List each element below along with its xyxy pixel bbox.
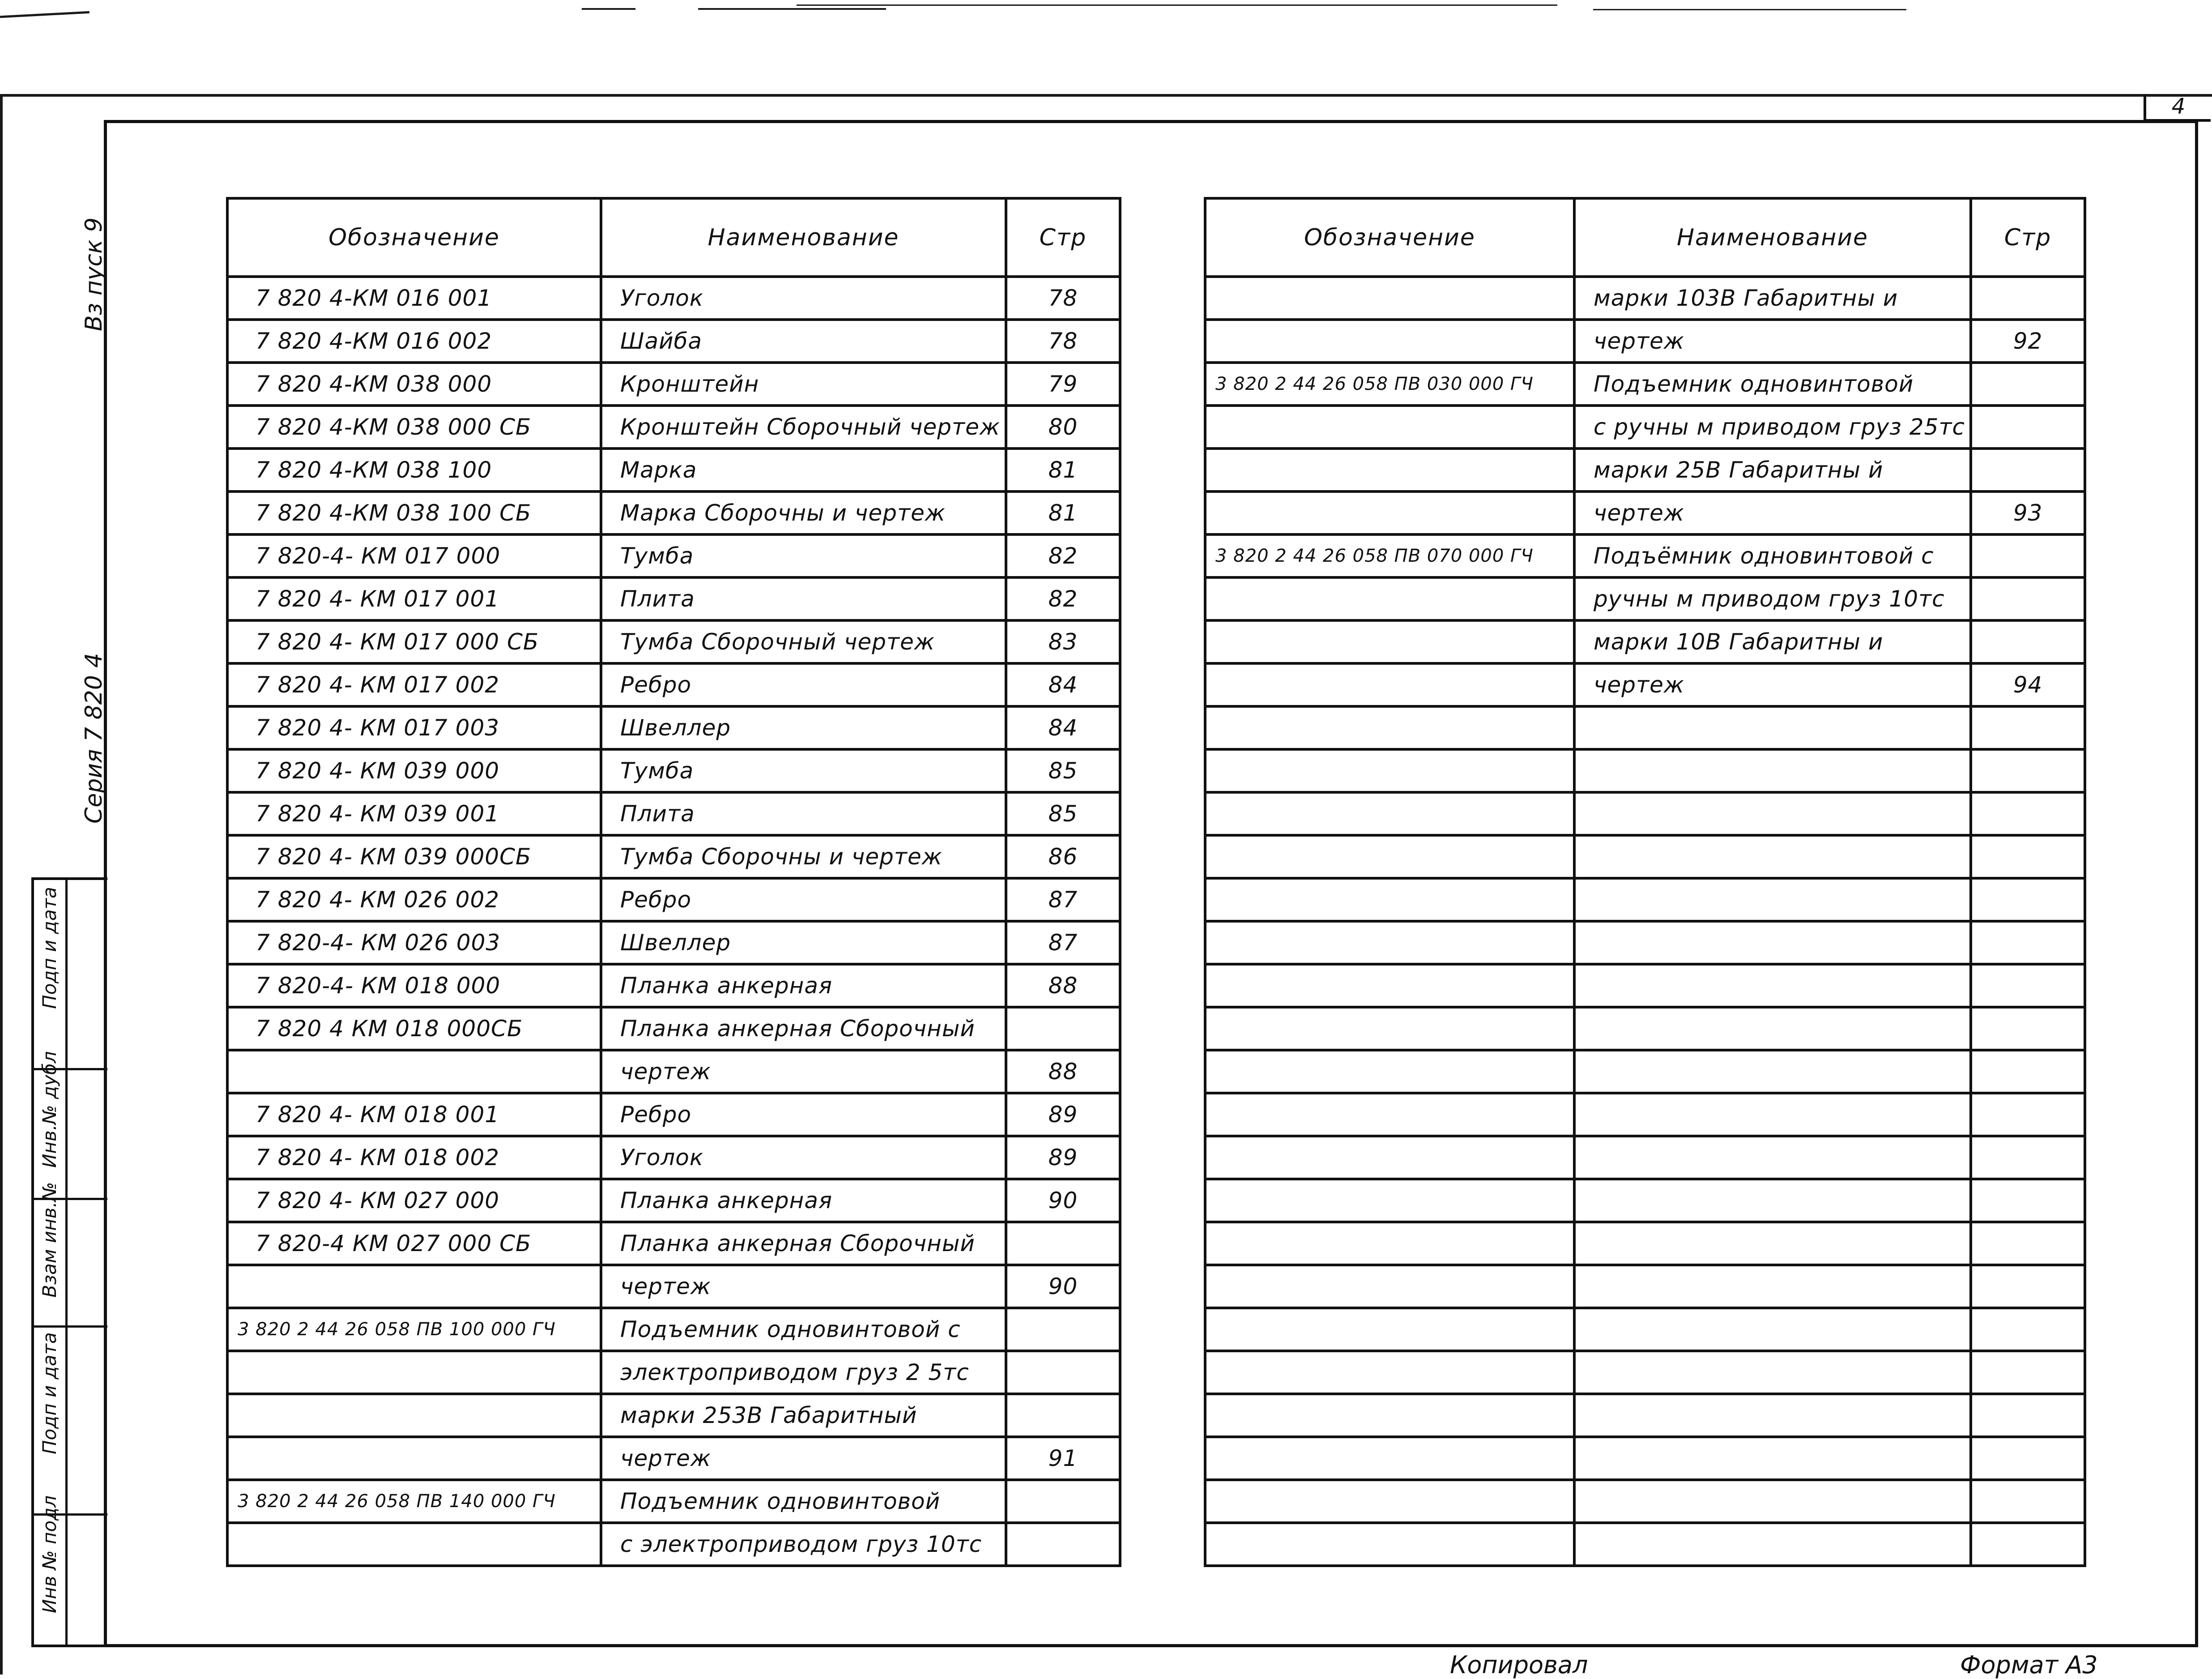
scan-line (797, 4, 1557, 6)
cell-page (1971, 449, 2085, 491)
outer-left-rule (0, 94, 3, 1675)
table-row (1205, 663, 2085, 706)
cell-code: 7 820-4- КМ 026 003 (227, 921, 601, 964)
stamp-label: Подп и дата (38, 1332, 60, 1454)
table-row (1205, 1394, 2085, 1437)
cell-page: 80 (1006, 406, 1120, 449)
cell-page: 86 (1006, 835, 1120, 878)
table-row (227, 620, 1120, 663)
table-header-row (227, 198, 1120, 277)
cell-page: 82 (1006, 534, 1120, 577)
cell-code: 7 820 4-КМ 038 100 (227, 449, 601, 491)
table-row (227, 663, 1120, 706)
cell-page (1971, 620, 2085, 663)
right-table-body (1205, 277, 2085, 1566)
cell-code (227, 1050, 601, 1093)
cell-name (1574, 1179, 1971, 1222)
cell-name: Тумба (601, 534, 1006, 577)
table-row (1205, 277, 2085, 320)
table-row (1205, 1222, 2085, 1265)
table-row (1205, 491, 2085, 534)
cell-name: Уголок (601, 277, 1006, 320)
table-row (1205, 1308, 2085, 1351)
cell-code: 7 820 4- КМ 017 001 (227, 577, 601, 620)
cell-name: Планка анкерная Сборочный (601, 1222, 1006, 1265)
header-code: Обозначение (227, 198, 601, 277)
table-row (227, 1265, 1120, 1308)
stamp-label: Взам инв.№ (38, 1182, 60, 1298)
table-row (1205, 577, 2085, 620)
table-row (1205, 1007, 2085, 1050)
cell-page: 91 (1006, 1437, 1120, 1480)
cell-code: 7 820 4- КМ 026 002 (227, 878, 601, 921)
cell-name: Ребро (601, 1093, 1006, 1136)
header-code: Обозначение (1205, 198, 1574, 277)
cell-code (1205, 835, 1574, 878)
cell-name (1574, 835, 1971, 878)
table-row (1205, 1050, 2085, 1093)
table-row (1205, 363, 2085, 406)
cell-code (227, 1351, 601, 1394)
cell-name (1574, 878, 1971, 921)
cell-page (1971, 363, 2085, 406)
cell-code (1205, 1050, 1574, 1093)
table-row (1205, 792, 2085, 835)
table-row (227, 577, 1120, 620)
cell-page: 87 (1006, 878, 1120, 921)
cell-name: чертеж (1574, 491, 1971, 534)
table-row (1205, 1437, 2085, 1480)
table-row (227, 1093, 1120, 1136)
cell-page: 89 (1006, 1093, 1120, 1136)
cell-code: 7 820-4 КМ 027 000 СБ (227, 1222, 601, 1265)
table-row (227, 1136, 1120, 1179)
table-row (227, 1480, 1120, 1523)
cell-name (1574, 1437, 1971, 1480)
cell-name (1574, 1222, 1971, 1265)
table-row (227, 491, 1120, 534)
cell-name: Шайба (601, 320, 1006, 363)
cell-page (1971, 534, 2085, 577)
cell-name: Марка Сборочны и чертеж (601, 491, 1006, 534)
cell-page: 84 (1006, 706, 1120, 749)
cell-page: 94 (1971, 663, 2085, 706)
cell-code (1205, 320, 1574, 363)
stamp-cell (34, 1051, 107, 1200)
table-row (1205, 1265, 2085, 1308)
cell-name (1574, 1308, 1971, 1351)
cell-page (1006, 1222, 1120, 1265)
cell-code (227, 1394, 601, 1437)
table-row (1205, 921, 2085, 964)
cell-page: 88 (1006, 964, 1120, 1007)
cell-page (1971, 1222, 2085, 1265)
cell-name: Марка (601, 449, 1006, 491)
cell-name (1574, 749, 1971, 792)
cell-page (1971, 1179, 2085, 1222)
cell-page: 92 (1971, 320, 2085, 363)
cell-code (1205, 964, 1574, 1007)
cell-name: Подъемник одновинтовой (601, 1480, 1006, 1523)
cell-name: Планка анкерная (601, 964, 1006, 1007)
table-row (227, 277, 1120, 320)
cell-name (1574, 1093, 1971, 1136)
table-row (227, 1437, 1120, 1480)
cell-name (1574, 1265, 1971, 1308)
table-row (227, 878, 1120, 921)
stamp-cell (34, 880, 107, 1070)
cell-page (1006, 1523, 1120, 1566)
cell-page (1971, 577, 2085, 620)
cell-page (1971, 792, 2085, 835)
cell-page: 82 (1006, 577, 1120, 620)
cell-page (1971, 749, 2085, 792)
scan-line (582, 8, 635, 10)
cell-page (1971, 1437, 2085, 1480)
cell-code: 3 820 2 44 26 058 ПВ 070 000 ГЧ (1205, 534, 1574, 577)
cell-page (1971, 1351, 2085, 1394)
cell-name (1574, 792, 1971, 835)
cell-name (1574, 1007, 1971, 1050)
table-row (1205, 1179, 2085, 1222)
cell-code (227, 1265, 601, 1308)
cell-code (1205, 1523, 1574, 1566)
stamp-cell (34, 1495, 107, 1647)
cell-code: 7 820 4 КМ 018 000СБ (227, 1007, 601, 1050)
table-row (227, 534, 1120, 577)
cell-code: 7 820-4- КМ 017 000 (227, 534, 601, 577)
cell-name (1574, 1480, 1971, 1523)
cell-name: Планка анкерная (601, 1179, 1006, 1222)
cell-page (1971, 1093, 2085, 1136)
table-row (1205, 706, 2085, 749)
cell-page: 90 (1006, 1179, 1120, 1222)
cell-name: чертеж (1574, 320, 1971, 363)
cell-page: 83 (1006, 620, 1120, 663)
cell-code (1205, 792, 1574, 835)
left-spec-table (226, 197, 1121, 1567)
sheet-number: 4 (2144, 94, 2211, 122)
table-row (1205, 749, 2085, 792)
cell-page: 78 (1006, 320, 1120, 363)
table-row (1205, 1093, 2085, 1136)
cell-page (1971, 964, 2085, 1007)
cell-code (1205, 620, 1574, 663)
table-header-row (1205, 198, 2085, 277)
cell-page: 79 (1006, 363, 1120, 406)
table-row (227, 1050, 1120, 1093)
table-row (227, 706, 1120, 749)
table-row (1205, 964, 2085, 1007)
table-row (227, 964, 1120, 1007)
cell-code (1205, 1007, 1574, 1050)
cell-code (1205, 1093, 1574, 1136)
cell-page (1006, 1394, 1120, 1437)
cell-page (1971, 1136, 2085, 1179)
cell-page: 78 (1006, 277, 1120, 320)
side-text-top: Вз пуск 9 (81, 217, 107, 331)
cell-name: марки 253В Габаритный (601, 1394, 1006, 1437)
cell-name: чертеж (601, 1265, 1006, 1308)
table-row (227, 921, 1120, 964)
cell-page (1971, 1394, 2085, 1437)
stamp-label: Инв № подл (38, 1495, 60, 1613)
cell-code (1205, 1222, 1574, 1265)
scan-line (0, 11, 90, 18)
cell-name: марки 103В Габаритны и (1574, 277, 1971, 320)
cell-page (1971, 406, 2085, 449)
cell-code (1205, 663, 1574, 706)
cell-page (1971, 1007, 2085, 1050)
cell-code: 7 820 4-КМ 038 000 СБ (227, 406, 601, 449)
table-row (1205, 1351, 2085, 1394)
table-row (227, 449, 1120, 491)
table-row (227, 749, 1120, 792)
cell-code (1205, 749, 1574, 792)
cell-name: Подъёмник одновинтовой с (1574, 534, 1971, 577)
cell-page (1971, 835, 2085, 878)
cell-code (1205, 1351, 1574, 1394)
cell-name: чертеж (601, 1050, 1006, 1093)
cell-page: 85 (1006, 792, 1120, 835)
stamp-label: Инв.№ дубл (38, 1051, 60, 1168)
cell-page (1971, 1523, 2085, 1566)
cell-page (1971, 921, 2085, 964)
cell-name: Тумба (601, 749, 1006, 792)
cell-code (1205, 1265, 1574, 1308)
table-row (1205, 1136, 2085, 1179)
table-row (1205, 534, 2085, 577)
cell-code: 7 820-4- КМ 018 000 (227, 964, 601, 1007)
cell-code: 7 820 4- КМ 017 000 СБ (227, 620, 601, 663)
cell-code (1205, 406, 1574, 449)
cell-page (1971, 1308, 2085, 1351)
cell-page (1971, 277, 2085, 320)
cell-name: Кронштейн Сборочный чертеж (601, 406, 1006, 449)
cell-name: чертеж (601, 1437, 1006, 1480)
table-row (227, 363, 1120, 406)
cell-name: Тумба Сборочны и чертеж (601, 835, 1006, 878)
table-row (227, 792, 1120, 835)
cell-code: 3 820 2 44 26 058 ПВ 140 000 ГЧ (227, 1480, 601, 1523)
cell-name (1574, 1050, 1971, 1093)
stamp-label: Подп и дата (38, 887, 60, 1009)
cell-code (1205, 1136, 1574, 1179)
table-row (227, 1523, 1120, 1566)
header-page: Стр (1971, 198, 2085, 277)
table-row (227, 320, 1120, 363)
cell-code (227, 1437, 601, 1480)
cell-name: с электроприводом груз 10тс (601, 1523, 1006, 1566)
cell-name (1574, 921, 1971, 964)
stamp-cell (34, 1328, 107, 1516)
cell-code: 3 820 2 44 26 058 ПВ 030 000 ГЧ (1205, 363, 1574, 406)
cell-code (1205, 449, 1574, 491)
stamp-cell (34, 1182, 107, 1328)
table-row (1205, 878, 2085, 921)
header-name: Наименование (1574, 198, 1971, 277)
cell-name: Ребро (601, 663, 1006, 706)
table-row (1205, 835, 2085, 878)
table-row (227, 835, 1120, 878)
cell-name: Плита (601, 577, 1006, 620)
stamp-sidebar (31, 877, 107, 1647)
cell-name (1574, 706, 1971, 749)
cell-name: Кронштейн (601, 363, 1006, 406)
side-text-series: Серия 7 820 4 (81, 653, 107, 824)
table-row (227, 1308, 1120, 1351)
table-row (227, 1222, 1120, 1265)
cell-code (1205, 277, 1574, 320)
scan-line (1593, 9, 1906, 10)
cell-code (1205, 491, 1574, 534)
cell-name: Подъемник одновинтовой с (601, 1308, 1006, 1351)
cell-code: 7 820 4- КМ 018 001 (227, 1093, 601, 1136)
left-table-body (227, 277, 1120, 1566)
outer-top-rule (0, 94, 2212, 97)
table-row (1205, 1480, 2085, 1523)
footer-format: Формат А3 (1960, 1651, 2098, 1679)
cell-code (1205, 577, 1574, 620)
table-row (227, 1351, 1120, 1394)
cell-code: 7 820 4- КМ 039 000 (227, 749, 601, 792)
cell-code (1205, 706, 1574, 749)
cell-page: 89 (1006, 1136, 1120, 1179)
cell-page (1006, 1351, 1120, 1394)
cell-name: Уголок (601, 1136, 1006, 1179)
header-name: Наименование (601, 198, 1006, 277)
cell-code (1205, 921, 1574, 964)
cell-name: Подъемник одновинтовой (1574, 363, 1971, 406)
cell-page (1006, 1007, 1120, 1050)
cell-name: Швеллер (601, 706, 1006, 749)
cell-name (1574, 964, 1971, 1007)
cell-code: 7 820 4- КМ 039 000СБ (227, 835, 601, 878)
table-row (1205, 449, 2085, 491)
scan-marks (0, 0, 2212, 36)
right-spec-table (1204, 197, 2086, 1567)
table-row (227, 1007, 1120, 1050)
cell-page: 90 (1006, 1265, 1120, 1308)
cell-name: Плита (601, 792, 1006, 835)
cell-page (1971, 878, 2085, 921)
cell-page (1971, 1050, 2085, 1093)
footer-copied: Копировал (1450, 1651, 1588, 1679)
cell-name: Тумба Сборочный чертеж (601, 620, 1006, 663)
cell-code (1205, 1480, 1574, 1523)
cell-name (1574, 1523, 1971, 1566)
cell-name: ручны м приводом груз 10тс (1574, 577, 1971, 620)
cell-code: 7 820 4- КМ 039 001 (227, 792, 601, 835)
cell-code (1205, 1308, 1574, 1351)
cell-code: 7 820 4-КМ 016 001 (227, 277, 601, 320)
cell-page (1006, 1480, 1120, 1523)
table-row (1205, 1523, 2085, 1566)
cell-name (1574, 1136, 1971, 1179)
cell-code (1205, 878, 1574, 921)
header-page: Стр (1006, 198, 1120, 277)
cell-page (1006, 1308, 1120, 1351)
cell-code: 7 820 4- КМ 018 002 (227, 1136, 601, 1179)
cell-code: 3 820 2 44 26 058 ПВ 100 000 ГЧ (227, 1308, 601, 1351)
cell-page: 81 (1006, 449, 1120, 491)
table-row (1205, 620, 2085, 663)
cell-name: электроприводом груз 2 5тс (601, 1351, 1006, 1394)
cell-code: 7 820 4- КМ 017 002 (227, 663, 601, 706)
cell-page: 87 (1006, 921, 1120, 964)
cell-page (1971, 706, 2085, 749)
cell-code: 7 820 4-КМ 038 100 СБ (227, 491, 601, 534)
table-row (227, 1394, 1120, 1437)
cell-name: марки 10В Габаритны и (1574, 620, 1971, 663)
cell-name: Швеллер (601, 921, 1006, 964)
cell-name: марки 25В Габаритны й (1574, 449, 1971, 491)
cell-page (1971, 1265, 2085, 1308)
table-row (227, 1179, 1120, 1222)
table-row (1205, 320, 2085, 363)
cell-page (1971, 1480, 2085, 1523)
cell-code (1205, 1437, 1574, 1480)
cell-code (1205, 1394, 1574, 1437)
cell-name: с ручны м приводом груз 25тс (1574, 406, 1971, 449)
cell-code: 7 820 4-КМ 016 002 (227, 320, 601, 363)
cell-code (1205, 1179, 1574, 1222)
table-row (1205, 406, 2085, 449)
cell-name (1574, 1394, 1971, 1437)
cell-page: 81 (1006, 491, 1120, 534)
cell-page: 88 (1006, 1050, 1120, 1093)
cell-code: 7 820 4- КМ 027 000 (227, 1179, 601, 1222)
cell-page: 84 (1006, 663, 1120, 706)
scan-line (698, 8, 886, 10)
cell-page: 85 (1006, 749, 1120, 792)
cell-code (227, 1523, 601, 1566)
cell-name: Ребро (601, 878, 1006, 921)
cell-name: чертеж (1574, 663, 1971, 706)
cell-name: Планка анкерная Сборочный (601, 1007, 1006, 1050)
table-row (227, 406, 1120, 449)
cell-code: 7 820 4- КМ 017 003 (227, 706, 601, 749)
cell-name (1574, 1351, 1971, 1394)
cell-code: 7 820 4-КМ 038 000 (227, 363, 601, 406)
cell-page: 93 (1971, 491, 2085, 534)
